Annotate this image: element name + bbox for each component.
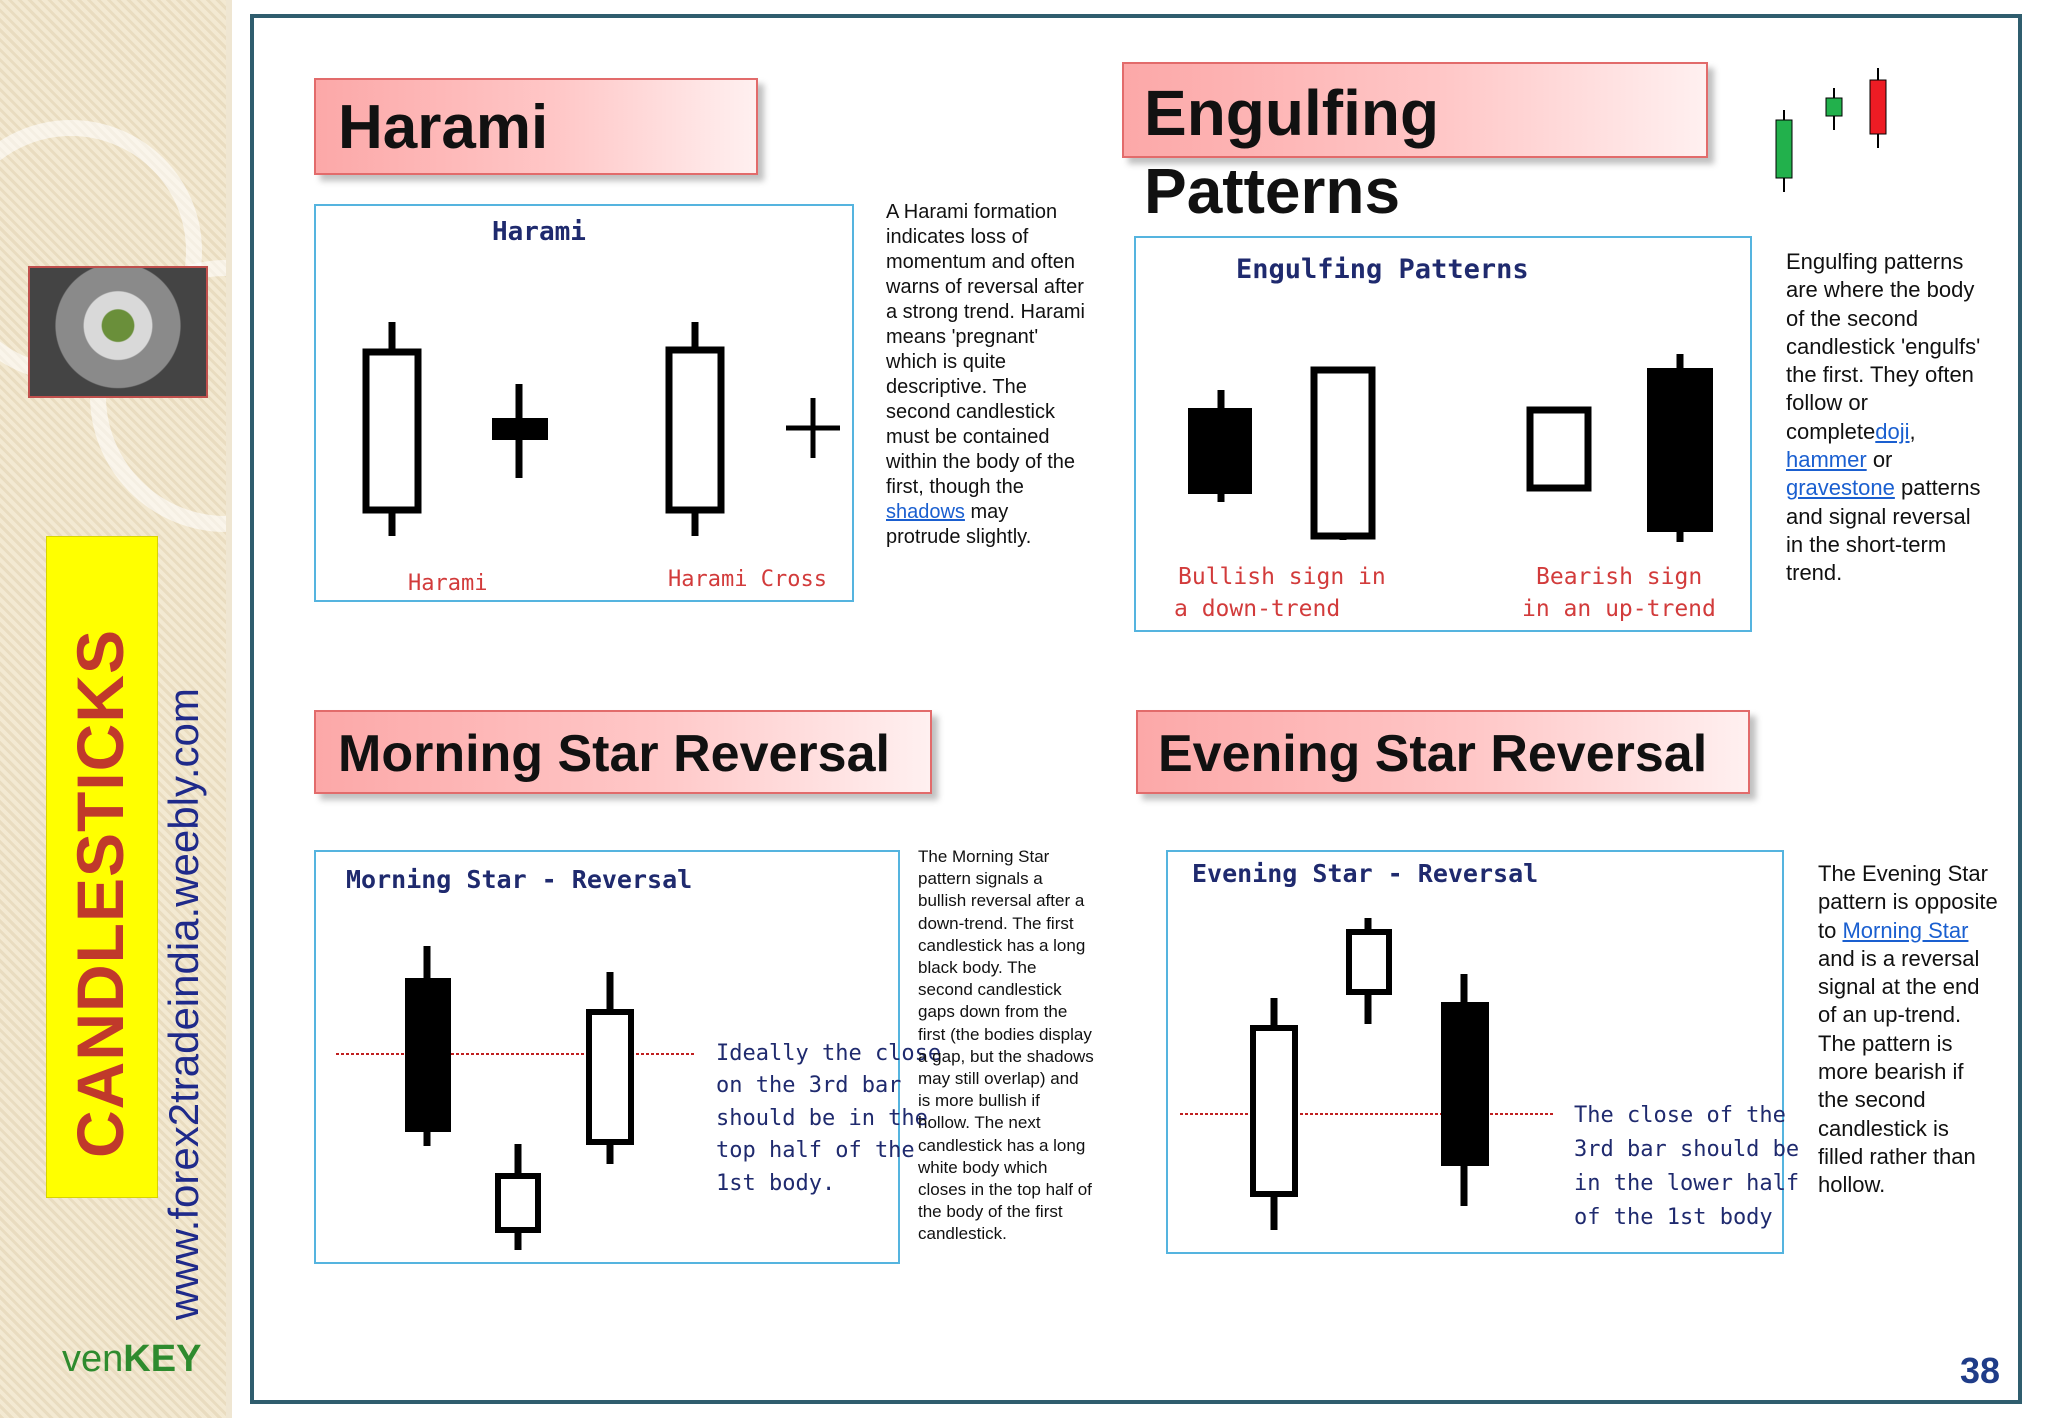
harami-description-text: A Harami formation indicates loss of momentum and often warns of reversal after a strong trend. Harami means 'pregnant' which is quite descriptive. The second candlestick must be contained within the body of the first, though the <box>886 201 1085 498</box>
engulfing-diagram <box>1134 236 1752 632</box>
bearish-label-line2: in an up-trend <box>1522 596 1716 622</box>
engulfing-description-tail: patterns and signal reversal in the short-term trend. <box>1786 475 1981 586</box>
harami-diagram <box>314 204 854 602</box>
engulfing-title: Engulfing Patterns <box>1122 62 1708 158</box>
bearish-label-line1: Bearish sign <box>1536 564 1703 590</box>
harami-label: Harami <box>408 571 488 596</box>
evening-first-white-candle <box>1253 998 1295 1230</box>
doji-link[interactable]: doji <box>1875 418 1910 444</box>
sidebar-edge <box>226 0 232 1418</box>
shadows-link[interactable]: shadows <box>886 501 965 523</box>
bullish-label-line2: a down-trend <box>1174 596 1341 622</box>
hammer-link[interactable]: hammer <box>1786 447 1867 473</box>
morning-star-diagram <box>314 850 942 1264</box>
morning-first-black-candle <box>405 946 451 1146</box>
evening-star-description <box>1818 860 1998 1200</box>
sidebar <box>0 0 228 1418</box>
morning-note-line4: top half of the <box>716 1138 915 1163</box>
engulfing-diagram-title: Engulfing Patterns <box>1236 254 1529 285</box>
bullish-black-candle <box>1188 390 1252 502</box>
evening-star-title: Evening Star Reversal <box>1136 710 1750 794</box>
harami-large-candle <box>366 322 418 536</box>
morning-star-candle <box>498 1144 538 1250</box>
harami-diagram-title: Harami <box>492 217 586 247</box>
vertical-title: CANDLESTICKS <box>63 628 137 1158</box>
harami-cross-large-candle <box>669 322 721 536</box>
candles-icon <box>1762 60 1892 200</box>
engulfing-description: Engulfing patterns are where the body of the second candlestick 'engulfs' the first. They often follow or completedoji, hammer or gravestone patterns and signal reversal in the short-term trend. <box>1786 249 1981 586</box>
bearish-white-candle <box>1530 410 1588 488</box>
harami-description-tail: may protrude slightly. <box>886 501 1032 548</box>
evening-note-line3: in the lower half <box>1574 1171 1800 1196</box>
plant-in-hands-image <box>28 266 208 398</box>
morning-note-line3: should be in the <box>716 1106 928 1131</box>
page-number: 38 <box>1960 1350 2001 1391</box>
harami-title: Harami <box>314 78 758 175</box>
morning-star-diagram-title: Morning Star - Reversal <box>346 865 693 894</box>
evening-description-text: The Evening Star pattern is opposite to <box>1818 861 1998 943</box>
gravestone-link[interactable]: gravestone <box>1786 475 1895 501</box>
brand-prefix: ven <box>62 1338 124 1380</box>
morning-note-line2: on the 3rd bar <box>716 1073 902 1098</box>
evening-star-diagram <box>1166 850 1800 1254</box>
bullish-white-candle <box>1314 370 1372 540</box>
engulfing-or: or <box>1872 447 1893 473</box>
morning-third-white-candle <box>589 972 631 1164</box>
evening-note-line1: The close of the <box>1574 1103 1786 1128</box>
harami-cross-label: Harami Cross <box>668 567 827 592</box>
brand-logo <box>62 1338 201 1381</box>
harami-description <box>886 200 1086 550</box>
morning-note-line1: Ideally the close <box>716 1041 942 1066</box>
website-url[interactable]: www.forex2tradeindia.weebly.com <box>160 688 207 1320</box>
evening-note-line4: of the 1st body <box>1574 1205 1773 1230</box>
bullish-label-line1: Bullish sign in <box>1178 564 1386 590</box>
evening-third-black-candle <box>1441 974 1489 1206</box>
harami-cross-doji <box>786 398 840 458</box>
morning-star-link[interactable]: Morning Star <box>1842 917 1969 943</box>
morning-star-title: Morning Star Reversal <box>314 710 932 794</box>
evening-description-tail: and is a reversal signal at the end of an up-trend. The pattern is more bearish if the second candlestick is filled rather than hollow. <box>1818 945 1980 1198</box>
evening-note-line2: 3rd bar should be <box>1574 1137 1800 1162</box>
harami-small-candle <box>492 384 548 478</box>
evening-star-candle <box>1349 918 1389 1024</box>
morning-star-description: The Morning Star pattern signals a bullish reversal after a down-trend. The first candlestick has a long black body. The second candlestick gaps down from the first (the bodies display a gap, but the shadows may still overlap) and is more bullish if hollow. The next candlestick has a long white body which closes in the top half of the body of the first candlestick. <box>918 847 1094 1244</box>
engulfing-description-text: Engulfing patterns are where the body of the second candlestick 'engulfs' the first. They often follow or complete <box>1786 249 1981 444</box>
morning-note-line5: 1st body. <box>716 1171 836 1196</box>
brand-suffix: KEY <box>123 1338 202 1380</box>
bearish-black-candle <box>1647 354 1713 542</box>
evening-star-diagram-title: Evening Star - Reversal <box>1192 859 1539 888</box>
